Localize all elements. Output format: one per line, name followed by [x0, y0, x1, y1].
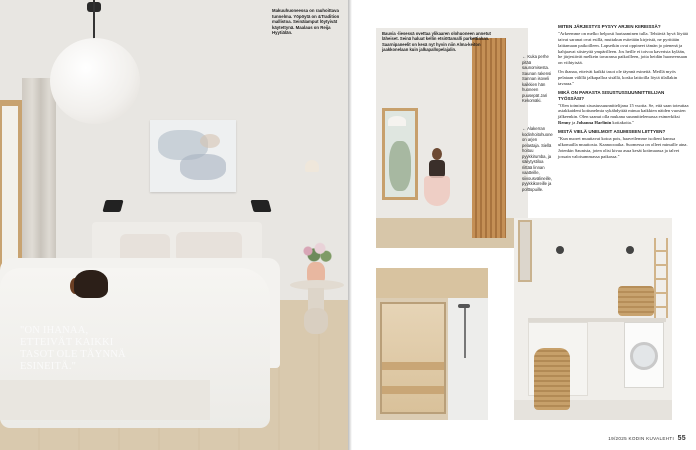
answer-name: Renny — [558, 120, 571, 126]
answer-paragraph: "Arkeemme on melko helposti hartaaminen tulla. Tehtäviä hyvä löytää taivat saranat ovat esillä, muttakun esitetään kirjeistä, ne pyrittään laittamaan paikoilleen. Lapsetkin ovat oppineet tämän jo pienenä ja kahjaavat siisteyttä ympärilleen. Jos heille ei toivoa kaverista kylään, he järjestävät melkein tavaransa paikoilleen, jotta heidän huoneensaan on viihtyisää. — [558, 30, 688, 66]
question-heading: MISTÄ VIELÄ UNELMOIT ASUMISEEN LIITTYEN? — [558, 129, 666, 135]
interview-text-column — [558, 24, 690, 163]
answer-text: kotiakoita." — [612, 120, 634, 126]
wall-decor — [305, 160, 319, 172]
sauna-bench — [382, 386, 444, 394]
laundry-caption: ← Alakerran kodinhoitohuone on arjen pelastaja. Siellä hoituu pyykkirumba, ja säilytystiloa riittää linnan vaatteille, siivousvälineille, pyykkikoreille ja polttopuille. — [522, 126, 553, 192]
wall-lamp-right — [250, 200, 271, 212]
shower-pipe — [464, 304, 466, 358]
hallway-photo — [376, 28, 528, 248]
answer-text: "Olen toiminut sisustussuunnittelijana 15 vuotta. Se, että saan toteuttaa asiakkaideni kotiunelmia sykähdyttää minua kaikkien näiden vuosien jälkeenkin. Olen saanut olla mukana suunnittelemassa esimerkiksi — [558, 102, 689, 120]
hallway-caption: Bauvia -liesessä ovettaa ylikaaren olohuoneen annetut läheiset. Seinä haluat kellin etsiöttamalli parkettiahan. Saarnipaneelit on kesä nyt hyvin niin Alma-keiton jaakkonelaan kuin jalkapallopelajalin. — [382, 31, 491, 53]
washer-door — [630, 342, 658, 370]
abstract-painting — [150, 120, 236, 192]
laundry-mirror — [518, 220, 532, 282]
towel-ladder — [654, 238, 668, 318]
wicker-basket — [618, 286, 654, 316]
answer-name: Johanna Harlinin — [576, 120, 612, 126]
girl-with-hockey-stick — [422, 148, 452, 218]
right-page — [352, 0, 696, 450]
wall-lamp — [556, 246, 564, 254]
sauna-ceiling — [376, 268, 488, 298]
shower-wall — [448, 298, 488, 420]
person-head — [432, 148, 442, 160]
sauna-bench — [382, 362, 444, 370]
sauna-photo — [376, 268, 488, 420]
issue-label: 19/2025 KODIN KUVALEHTI — [608, 436, 675, 441]
sauna-glass-door — [380, 302, 446, 414]
person-skirt — [424, 176, 450, 206]
page-folio — [608, 435, 686, 442]
answer-paragraph: "Kun nuoret muuttavat kotoa pois, haaveilemme isolieni kanssa ulkomailla muuttosta. Kaanoooaika. Suomessa on olleet minuille aina. Jotenkin Saunista, joten olisi kivaa asua kesät kotimaassa ja talvet jossain valoisammassa paikassa." — [558, 135, 688, 159]
paper-pendant-lamp — [50, 38, 140, 124]
question-heading: MITEN JÄRJESTYS PYSYY ARJEN KIIREISSÄ? — [558, 24, 661, 29]
wall-lamp — [626, 246, 634, 254]
bed-base — [0, 380, 210, 420]
pendant-cord — [93, 0, 95, 40]
flower-bouquet — [296, 238, 336, 264]
side-table-base — [304, 308, 328, 334]
tree — [389, 141, 411, 191]
tall-wicker-basket — [534, 348, 570, 410]
wall-lamp-left — [102, 200, 123, 212]
answer-paragraph: On ihanaa, etteivät kaikki tasot ole täynnä esineitä. Meillä myös pelataan välillä jalkapalloa sisällä, koska lattioilla löytä tilallakin tavaraa." — [558, 69, 678, 87]
sauna-caption: ← Kuka perhe pitää saunomisesta. Saunan rakensi Sannan isoveli kaikkien hän huoneen puusepät Jari Kekomäki. — [522, 54, 552, 103]
bedroom-caption: Makuuhuoneessa on rauhoittava tunnelma. Yöpöytä on &Tradition mallistoa. Seinälamput löytyivät käytettynä. Maalaus on Reija Hyytiälän. — [272, 8, 340, 36]
answer-paragraph — [558, 103, 690, 127]
wooden-slat-wall — [472, 38, 506, 238]
pull-quote: "ON IHANAA, ETTEIVÄT KAIKKI TASOT OLE TÄYNNÄ ESINEITÄ." — [20, 325, 126, 372]
laundry-room-photo — [514, 218, 672, 420]
page-number: 55 — [677, 435, 686, 442]
window-glass — [2, 106, 18, 276]
curtain — [22, 78, 56, 278]
answer-text: ja — [571, 120, 576, 126]
painting-brush-2 — [180, 154, 226, 180]
dachshund-dog — [74, 270, 108, 298]
shower-head — [458, 304, 470, 308]
hall-lamp — [388, 116, 406, 126]
painting-brush-3 — [200, 134, 220, 148]
question-heading: MIKÄ ON PARASTA SISUSTUSSUUNNITTELIJAN TYÖSSÄSI? — [558, 89, 665, 101]
